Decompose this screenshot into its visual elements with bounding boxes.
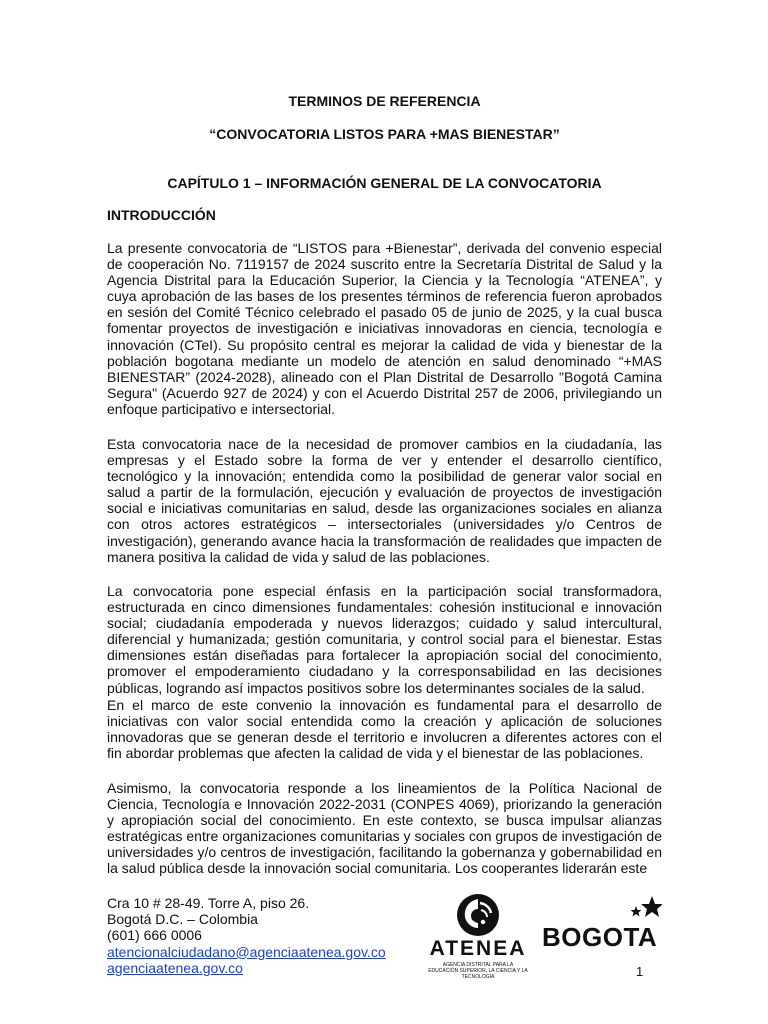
atenea-helmet-icon <box>428 893 528 939</box>
atenea-logo <box>428 893 528 980</box>
footer-city: Bogotá D.C. – Colombia <box>107 911 258 928</box>
star-icon <box>542 895 662 925</box>
footer-address: Cra 10 # 28-49. Torre A, piso 26. <box>107 895 310 911</box>
chapter-heading: CAPÍTULO 1 – INFORMACIÓN GENERAL DE LA CONVOCATORIA <box>167 175 602 191</box>
paragraph-2: Esta convocatoria nace de la necesidad de promover cambios en la ciudadanía, las empresas y el Estado sobre la forma de ver y entender el desarrollo científico, tecnológico y la innovación; entendida como la posibilidad de generar valor social en salud a partir de la formulación, ejecución y evaluación de proyectos de investigación social e iniciativas comunitarias en salud, desde las organizaciones sociales en alianza con otros actores estratégicos – intersectoriales (universidades y/o Centros de investigación), generando avance hacia la transformación de realidades que impacten de manera positiva la calidad de vida y salud de las poblaciones. <box>107 436 662 565</box>
section-heading: INTRODUCCIÓN <box>107 207 216 223</box>
footer-contact <box>107 895 386 976</box>
bogota-wordmark: BOGOTA <box>542 922 658 952</box>
document-subtitle: “CONVOCATORIA LISTOS PARA +MAS BIENESTAR” <box>209 126 560 142</box>
footer-website-link[interactable]: agenciaatenea.gov.co <box>107 959 243 976</box>
footer-phone: (601) 666 0006 <box>107 927 202 944</box>
document-title: TERMINOS DE REFERENCIA <box>288 93 481 109</box>
paragraph-1: La presente convocatoria de “LISTOS para +Bienestar”, derivada del convenio especial de cooperación No. 7119157 de 2024 suscrito entre la Secretaría Distrital de Salud y la Agencia Distrital para la Educación Superior, la Ciencia y la Tecnología “ATENEA”, y cuya aprobación de las bases de los presentes términos de referencia fueron aprobados en sesión del Comité Técnico celebrado el pasado 05 de junio de 2025, y la cual busca fomentar proyectos de investigación e iniciativas innovadoras en ciencia, tecnología e innovación (CTeI). Su propósito central es mejorar la calidad de vida y bienestar de la población bogotana mediante un modelo de atención en salud denominado “+MAS BIENESTAR” (2024-2028), alineado con el Plan Distrital de Desarrollo "Bogotá Camina Segura" (Acuerdo 927 de 2024) y con el Acuerdo Distrital 257 de 2006, privilegiando un enfoque participativo e intersectorial. <box>107 240 662 417</box>
page-number: 1 <box>636 964 644 979</box>
atenea-tagline: AGENCIA DISTRITAL PARA LA EDUCACIÓN SUPERIOR, LA CIENCIA Y LA TECNOLOGÍA <box>428 962 528 980</box>
paragraph-3: La convocatoria pone especial énfasis en la participación social transformadora, estructurada en cinco dimensiones fundamentales: cohesión institucional e innovación social; ciudadanía empoderada y nuevos liderazgos; cuidado y salud intercultural, diferencial y humanizada; gestión comunitaria, y control social para el bienestar. Estas dimensiones están diseñadas para fortalecer la apropiación social del conocimiento, promover el empoderamiento ciudadano y la corresponsabilidad en las decisiones públicas, logrando así impactos positivos sobre los determinantes sociales de la salud. <box>107 583 662 696</box>
bogota-logo <box>542 895 662 955</box>
atenea-wordmark: ATENEA <box>429 937 527 960</box>
footer-email-link[interactable]: atencionalciudadano@agenciaatenea.gov.co <box>107 943 386 960</box>
paragraph-4: En el marco de este convenio la innovación es fundamental para el desarrollo de iniciativas con valor social entendida como la creación y aplicación de soluciones innovadoras que se generan desde el territorio e involucren a diferentes actores con el fin abordar problemas que afecten la calidad de vida y el bienestar de las poblaciones. <box>107 697 662 762</box>
paragraph-5: Asimismo, la convocatoria responde a los lineamientos de la Política Nacional de Ciencia, Tecnología e Innovación 2022-2031 (CONPES 4069), priorizando la generación y apropiación social del conocimiento. En este contexto, se busca impulsar alianzas estratégicas entre organizaciones comunitarias y sociales con grupos de investigación de universidades y/o centros de investigación, facilitando la gobernanza y gobernabilidad en la salud pública desde la innovación social comunitaria. Los cooperantes liderarán este <box>107 780 662 877</box>
